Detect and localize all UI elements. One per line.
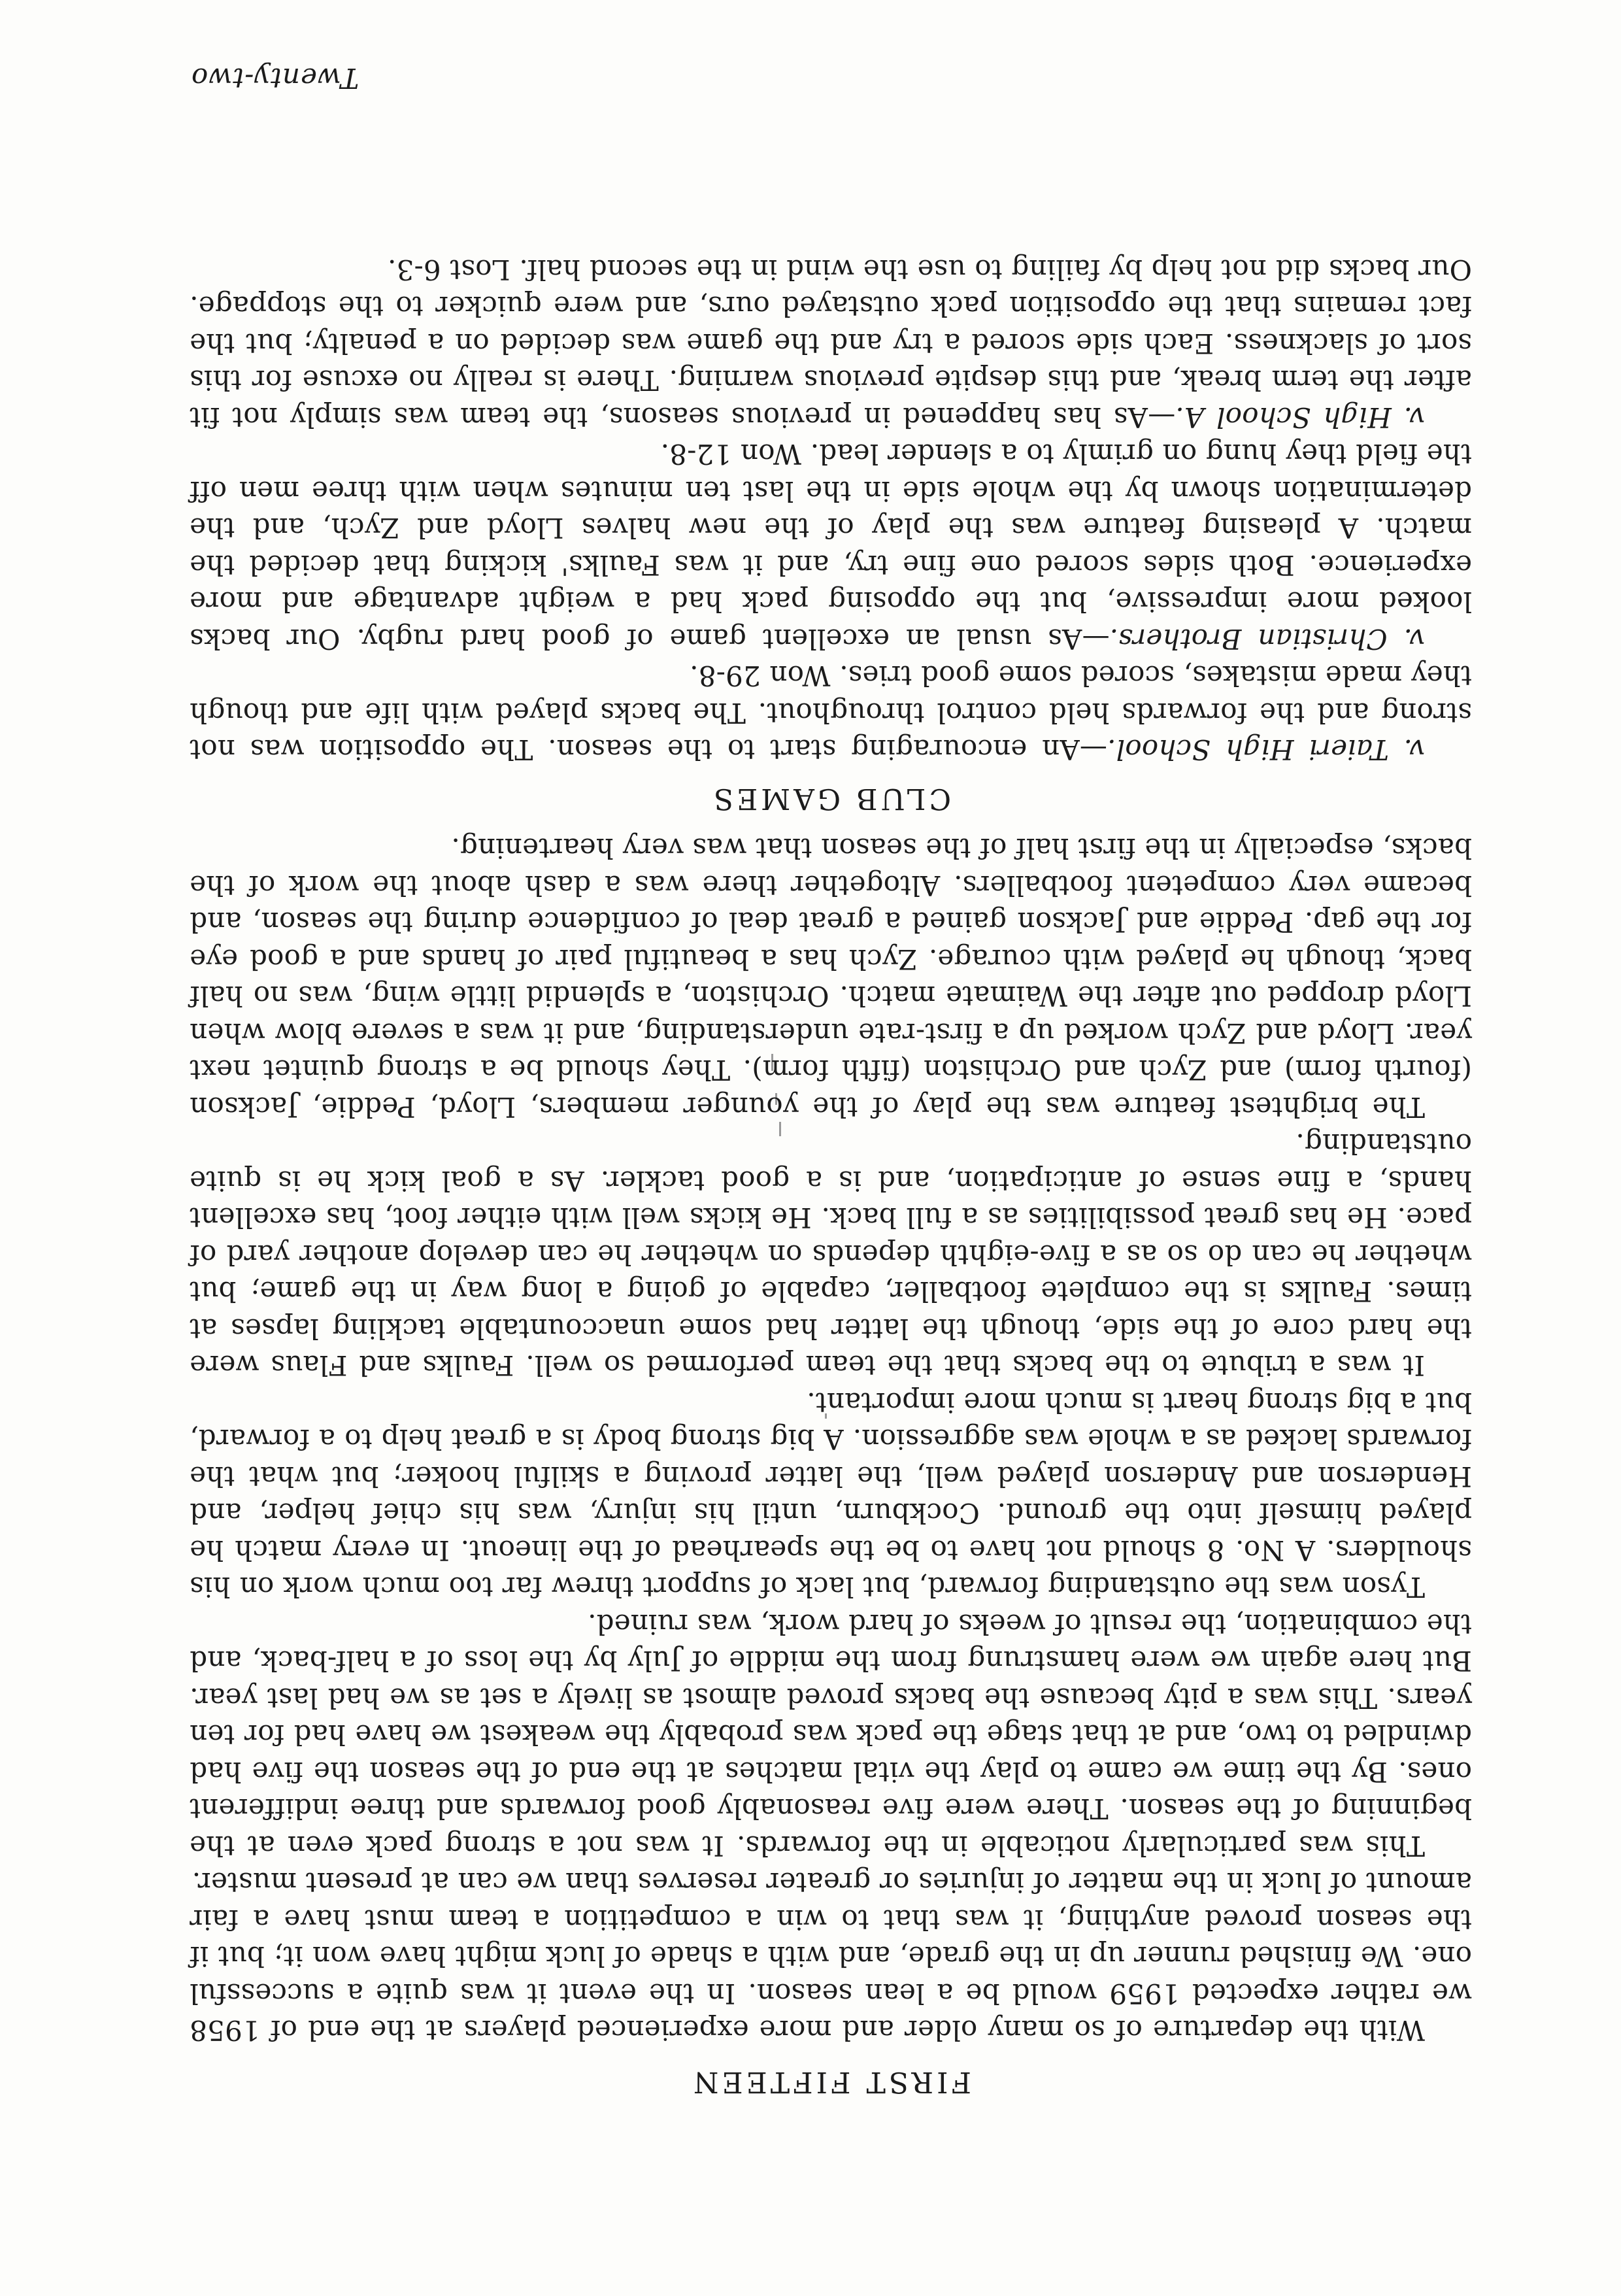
paragraph: This was particularly noticable in the forwards. It was not a strong pack even at the beginning of the season. There were five reasonably good forwards and three indifferent ones. By the time we came to play the vital matches at the end of the season the five had dwindled to two, and at that stage the pack was probably the weakest we have had for ten years. This was a pity because the backs proved almost as lively a set as we had last year. But here again we were hamstrung from the middle of July by the loss of a half-back, and the combination, the result of weeks of hard work, was ruined.	[190, 1608, 1472, 1862]
match-report	[190, 657, 1472, 768]
paragraph: Tyson was the outstanding forward, but lack of support threw far too much work on his shoulders. A No. 8 should not have to be the spearhead of the lineout. In every match he played himself into the ground. Cockburn, until his injury, was his chief helper, and Henderson and Anderson played well, the latter proving a skilful hooker; but what the forwards lacked as a whole was aggression. A big strong body is a great help to a forward, but a big strong heart is much more important.	[190, 1387, 1472, 1604]
match-opponent: v. Taieri High School.	[1107, 734, 1425, 766]
match-report	[190, 251, 1472, 436]
text-column	[190, 251, 1472, 2101]
match-text: —As usual an excellent game of good hard rugby. Our backs looked more impressive, but the opposing pack had a weight advantage and more experience. Both sides scored one fine try, and it was Faulks' kicking that decided the match. A pleasing feature was the play of the new halves Lloyd and Zych, and the determination shown by the whole side in the last ten minutes when with three men off the field they hung on grimly to a slender lead. Won 12-8.	[190, 438, 1472, 655]
match-report	[190, 435, 1472, 657]
first-fifteen-heading: FIRST FIFTEEN	[690, 2065, 972, 2099]
paragraph: It was a tribute to the backs that the team performed so well. Faulks and Flaus were the hard core of the side, though the latter had some unaccountable tackling lapses at times. Faulks is the complete footballer, capable of going a long way in the game; but whether he can do so as a five-eighth depends on whether he can develop another yard of pace. He has great possibilities as a full back. He kicks well with either foot, has excellent hands, a fine sense of anticipation, and is a good tackler. As a goal kick he is quite outstanding.	[190, 1128, 1472, 1382]
match-text: —As has happened in previous seasons, the team was simply not fit after the term break, and this despite previous warning. There is really no excuse for this sort of slackness. Each side scored a try and the game was decided on a penalty; but the fact remains that the opposition pack outstayed ours, and were quicker to the stoppage. Our backs did not help by failing to use the wind in the second half. Lost 6-3.	[189, 254, 1472, 433]
club-games-heading: CLUB GAMES	[710, 782, 952, 815]
paragraph: The brightest feature was the play of the younger members, Lloyd, Peddie, Jackson (fourth form) and Zych and Orchiston (fifth form). They should be a strong quintet next year. Lloyd and Zych worked up a first-rate understanding, and it was a severe blow when Lloyd dropped out after the Waimate match. Orchiston, a splendid little wing, was no half back, though he played with courage. Zych has a beautiful pair of hands and a good eye for the gap. Peddie and Jackson gained a great deal of confidence during the season, and became very competent footballers. Altogether there was a dash about the work of the backs, especially in the first half of the season that was very heartening.	[190, 832, 1472, 1123]
match-text: —An encouraging start to the season. The opposition was not strong and the forwards held control throughout. The backs played with life and though they made mistakes, scored some good tries. Won 29-8.	[190, 660, 1472, 766]
page-number: Twenty-two	[191, 62, 359, 94]
match-opponent: v. Christian Brothers.	[1109, 623, 1425, 655]
paragraph: With the departure of so many older and more experienced players at the end of 1958 we rather expected 1959 would be a lean season. In the event it was quite a successful one. We finished runner up in the grade, and with a shade of luck might have won it; but if the season proved anything, it was that to win a competition a team must have a fair amount of luck in the matter of injuries or greater reserves than we can at present muster.	[190, 1866, 1472, 2047]
match-opponent: v. High School A.	[1175, 401, 1425, 433]
